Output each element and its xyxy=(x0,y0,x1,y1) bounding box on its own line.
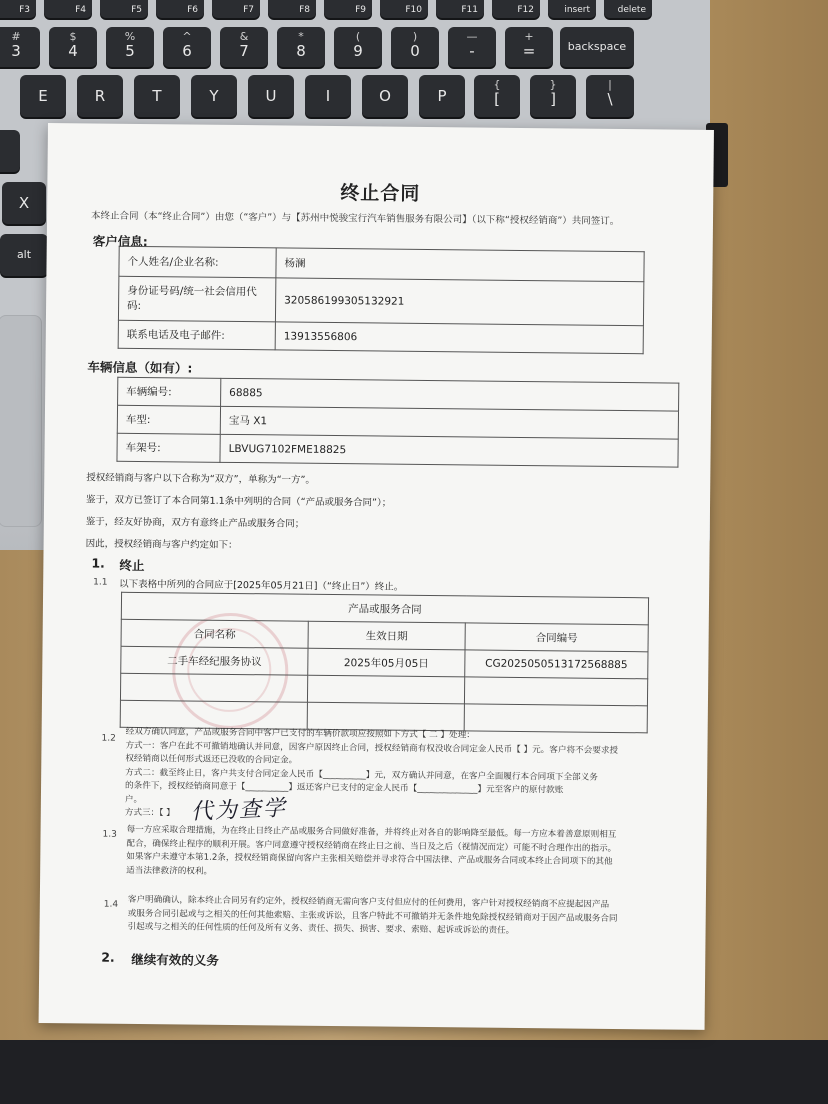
letter-key[interactable]: T xyxy=(134,75,180,117)
key-main-glyph: 3 xyxy=(11,42,21,61)
letter-key[interactable]: E xyxy=(20,75,66,117)
number-key[interactable] xyxy=(391,27,439,67)
clause-line: 客户明确确认，除本终止合同另有约定外，授权经销商无需向客户支付但应付的任何费用，客户针对授权经销商不应提起因产品 xyxy=(127,894,610,910)
clause-1-4-number: 1.4 xyxy=(103,899,119,910)
handwritten-signature: 代为查学 xyxy=(190,796,288,826)
key-shift-glyph: $ xyxy=(69,30,77,43)
cell-contract-name: 二手车经纪服务协议 xyxy=(121,646,308,675)
function-key[interactable]: F5 xyxy=(100,0,148,18)
clause-line: 如果客户未遵守本第1.2条，授权经销商保留向客户主张相关赔偿并寻求符合中国法律、产品或服务合同或本终止合同项下的其他 xyxy=(126,851,613,867)
statement-therefore: 因此，授权经销商与客户约定如下： xyxy=(85,538,238,552)
key-main-glyph: 7 xyxy=(239,42,249,61)
trackpad[interactable] xyxy=(0,315,42,527)
letter-key[interactable]: R xyxy=(77,75,123,117)
vehicle-label: 车型: xyxy=(117,405,220,434)
key-main-glyph: 9 xyxy=(353,42,363,61)
service-contract-table xyxy=(120,592,649,734)
clause-line: 方式一：客户在此不可撤销地确认并同意，因客户原因终止合同，授权经销商有权没收合同定金人民币【 】元。客户将不会要求授 xyxy=(125,740,619,756)
key-shift-glyph: * xyxy=(298,30,304,43)
table-row xyxy=(117,433,678,467)
clause-line: 方式三：【 】 xyxy=(124,807,175,819)
key-main-glyph: 4 xyxy=(68,42,78,61)
key-main-glyph: 0 xyxy=(410,42,420,61)
table-row xyxy=(118,320,643,353)
clause-line: 每一方应采取合理措施，为在终止日终止产品或服务合同做好准备，并将终止对各自的影响降至最低。每一方应本着善意原则相互 xyxy=(126,824,617,840)
letter-key[interactable]: I xyxy=(305,75,351,117)
clause-1-2-number: 1.2 xyxy=(101,733,116,744)
key-bracket-close[interactable]: } ] xyxy=(530,75,576,117)
number-key[interactable] xyxy=(277,27,325,67)
function-key[interactable]: F6 xyxy=(156,0,204,18)
empty-cell xyxy=(120,700,307,729)
header-contract-number: 合同编号 xyxy=(465,623,648,652)
clause-line: 权经销商以任何形式返还已没收的合同定金。 xyxy=(125,753,298,766)
empty-cell xyxy=(307,702,464,731)
statement-whereas-2: 鉴于，经友好协商，双方有意终止产品或服务合同； xyxy=(85,516,305,530)
vehicle-heading: 车辆信息（如有）: xyxy=(87,359,193,376)
number-key[interactable] xyxy=(448,27,496,67)
key-shift-glyph: — xyxy=(466,30,478,43)
key-backslash[interactable]: | \ xyxy=(586,75,634,117)
number-key[interactable] xyxy=(220,27,268,67)
floor xyxy=(0,1040,828,1104)
key-x[interactable]: X xyxy=(2,182,46,224)
statement-parties: 授权经销商与客户以下合称为“双方”，单称为“一方”。 xyxy=(86,472,316,486)
key-shift-glyph: + xyxy=(524,30,534,43)
key-main-glyph: 8 xyxy=(296,42,306,61)
clause-1-3-number: 1.3 xyxy=(102,829,117,840)
empty-cell xyxy=(307,675,464,704)
section-2-number: 2. xyxy=(101,949,115,965)
vehicle-info-table xyxy=(116,377,679,468)
number-key[interactable] xyxy=(106,27,154,67)
clause-1-1-text: 以下表格中所列的合同应于[2025年05月21日]（“终止日”）终止。 xyxy=(119,578,404,593)
function-key[interactable]: F9 xyxy=(324,0,372,18)
empty-cell xyxy=(120,673,307,702)
customer-value: 13913556806 xyxy=(275,322,643,354)
clause-line: 的条件下，授权经销商同意于【__________】返还客户已支付的定金人民币【______________】元至客户的原付款账 xyxy=(125,780,564,796)
letter-key[interactable]: U xyxy=(248,75,294,117)
customer-value: 320586199305132921 xyxy=(275,278,643,326)
key-shift-glyph: ) xyxy=(412,30,418,43)
customer-label: 联系电话及电子邮件: xyxy=(118,320,275,350)
intro-paragraph: 本终止合同（本“终止合同”）由您（“客户”）与【苏州中悦骏宝行汽车销售服务有限公司】（以下称“授权经销商”）共同签订。 xyxy=(90,210,620,227)
key-shift-glyph: & xyxy=(239,30,249,43)
function-key[interactable]: F4 xyxy=(44,0,92,18)
section-2-title: 继续有效的义务 xyxy=(131,951,219,968)
customer-heading: 客户信息: xyxy=(92,233,148,250)
number-key[interactable] xyxy=(0,27,40,67)
customer-label: 个人姓名/企业名称: xyxy=(119,246,276,278)
function-key[interactable]: F8 xyxy=(268,0,316,18)
number-key[interactable] xyxy=(334,27,382,67)
letter-key[interactable]: P xyxy=(419,75,465,117)
function-key[interactable]: F12 xyxy=(492,0,540,18)
service-table-caption: 产品或服务合同 xyxy=(121,592,648,625)
empty-cell xyxy=(464,677,647,706)
function-key[interactable]: F3 xyxy=(0,0,36,18)
key-shift-glyph: ^ xyxy=(182,30,192,43)
key-main-glyph: = xyxy=(522,42,536,61)
empty-cell xyxy=(464,704,647,733)
section-1-title: 终止 xyxy=(119,557,145,574)
key-main-glyph: 6 xyxy=(182,42,192,61)
clause-line: 户。 xyxy=(124,794,143,805)
function-key[interactable]: F10 xyxy=(380,0,428,18)
cell-contract-number: CG20250505131725​68885 xyxy=(465,650,648,679)
vehicle-value: 68885 xyxy=(221,378,679,411)
function-key[interactable]: F11 xyxy=(436,0,484,18)
document-title: 终止合同 xyxy=(340,182,421,205)
letter-key[interactable]: O xyxy=(362,75,408,117)
clause-line: 或服务合同引起或与之相关的任何其他索赔、主张或诉讼，且客户特此不可撤销并无条件地免除授权经销商对于因产品或服务合同 xyxy=(127,908,618,924)
vehicle-label: 车架号: xyxy=(117,433,220,462)
table-row xyxy=(118,276,643,325)
clause-1-3-text xyxy=(126,824,616,883)
function-key[interactable]: insert xyxy=(548,0,596,18)
customer-label: 身份证号码/统一社会信用代码: xyxy=(118,276,275,322)
key-s-partial[interactable] xyxy=(0,130,20,172)
function-key[interactable]: delete xyxy=(604,0,652,18)
clause-line: 配合，确保终止程序的顺利开展。客户同意遵守授权经销商在终止日之前、当日及之后（视情况而定）可能不时合理作出的指示。 xyxy=(126,838,617,854)
section-1-number: 1. xyxy=(91,555,105,571)
key-shift-glyph: % xyxy=(124,30,136,43)
statement-whereas-1: 鉴于，双方已签订了本合同第1.1条中列明的合同（“产品或服务合同”）； xyxy=(85,494,392,509)
clause-1-4-text xyxy=(128,894,618,940)
customer-info-table xyxy=(118,246,645,355)
backspace-key[interactable]: backspace xyxy=(560,27,634,67)
letter-key[interactable]: Y xyxy=(191,75,237,117)
vehicle-label: 车辆编号: xyxy=(118,377,221,406)
key-main-glyph: - xyxy=(469,42,475,61)
header-contract-name: 合同名称 xyxy=(121,619,308,648)
key-bracket-open[interactable]: { [ xyxy=(474,75,520,117)
key-alt[interactable]: alt xyxy=(0,234,48,276)
header-effective-date: 生效日期 xyxy=(308,621,465,650)
number-key[interactable] xyxy=(163,27,211,67)
contract-paper xyxy=(39,123,714,1030)
vehicle-value: LBVUG7102FME18825 xyxy=(220,434,678,467)
function-key[interactable]: F7 xyxy=(212,0,260,18)
number-key[interactable] xyxy=(505,27,553,67)
clause-line: 方式二：截至终止日，客户共支付合同定金人民币【__________】元，双方确认并同意，在客户全面履行本合同项下全部义务 xyxy=(125,767,598,783)
clause-line: 适当法律救济的权利。 xyxy=(126,865,213,877)
cell-effective-date: 2025年05月05日 xyxy=(308,648,465,677)
clause-1-1-number: 1.1 xyxy=(93,577,108,588)
key-shift-glyph: # xyxy=(11,30,21,43)
number-key[interactable] xyxy=(49,27,97,67)
clause-line: 引起或与之相关的任何性质的任何及所有义务、责任、损失、损害、要求、索赔、起诉或诉讼的责任。 xyxy=(127,921,515,936)
clause-line: 经双方确认同意，产品或服务合同中客户已支付的车辆价款项应按照如下方式【 二 】处理： xyxy=(125,726,475,741)
customer-value: 杨澜 xyxy=(276,248,644,282)
key-main-glyph: 5 xyxy=(125,42,135,61)
key-shift-glyph: ( xyxy=(355,30,361,43)
vehicle-value: 宝马 X1 xyxy=(220,406,678,439)
